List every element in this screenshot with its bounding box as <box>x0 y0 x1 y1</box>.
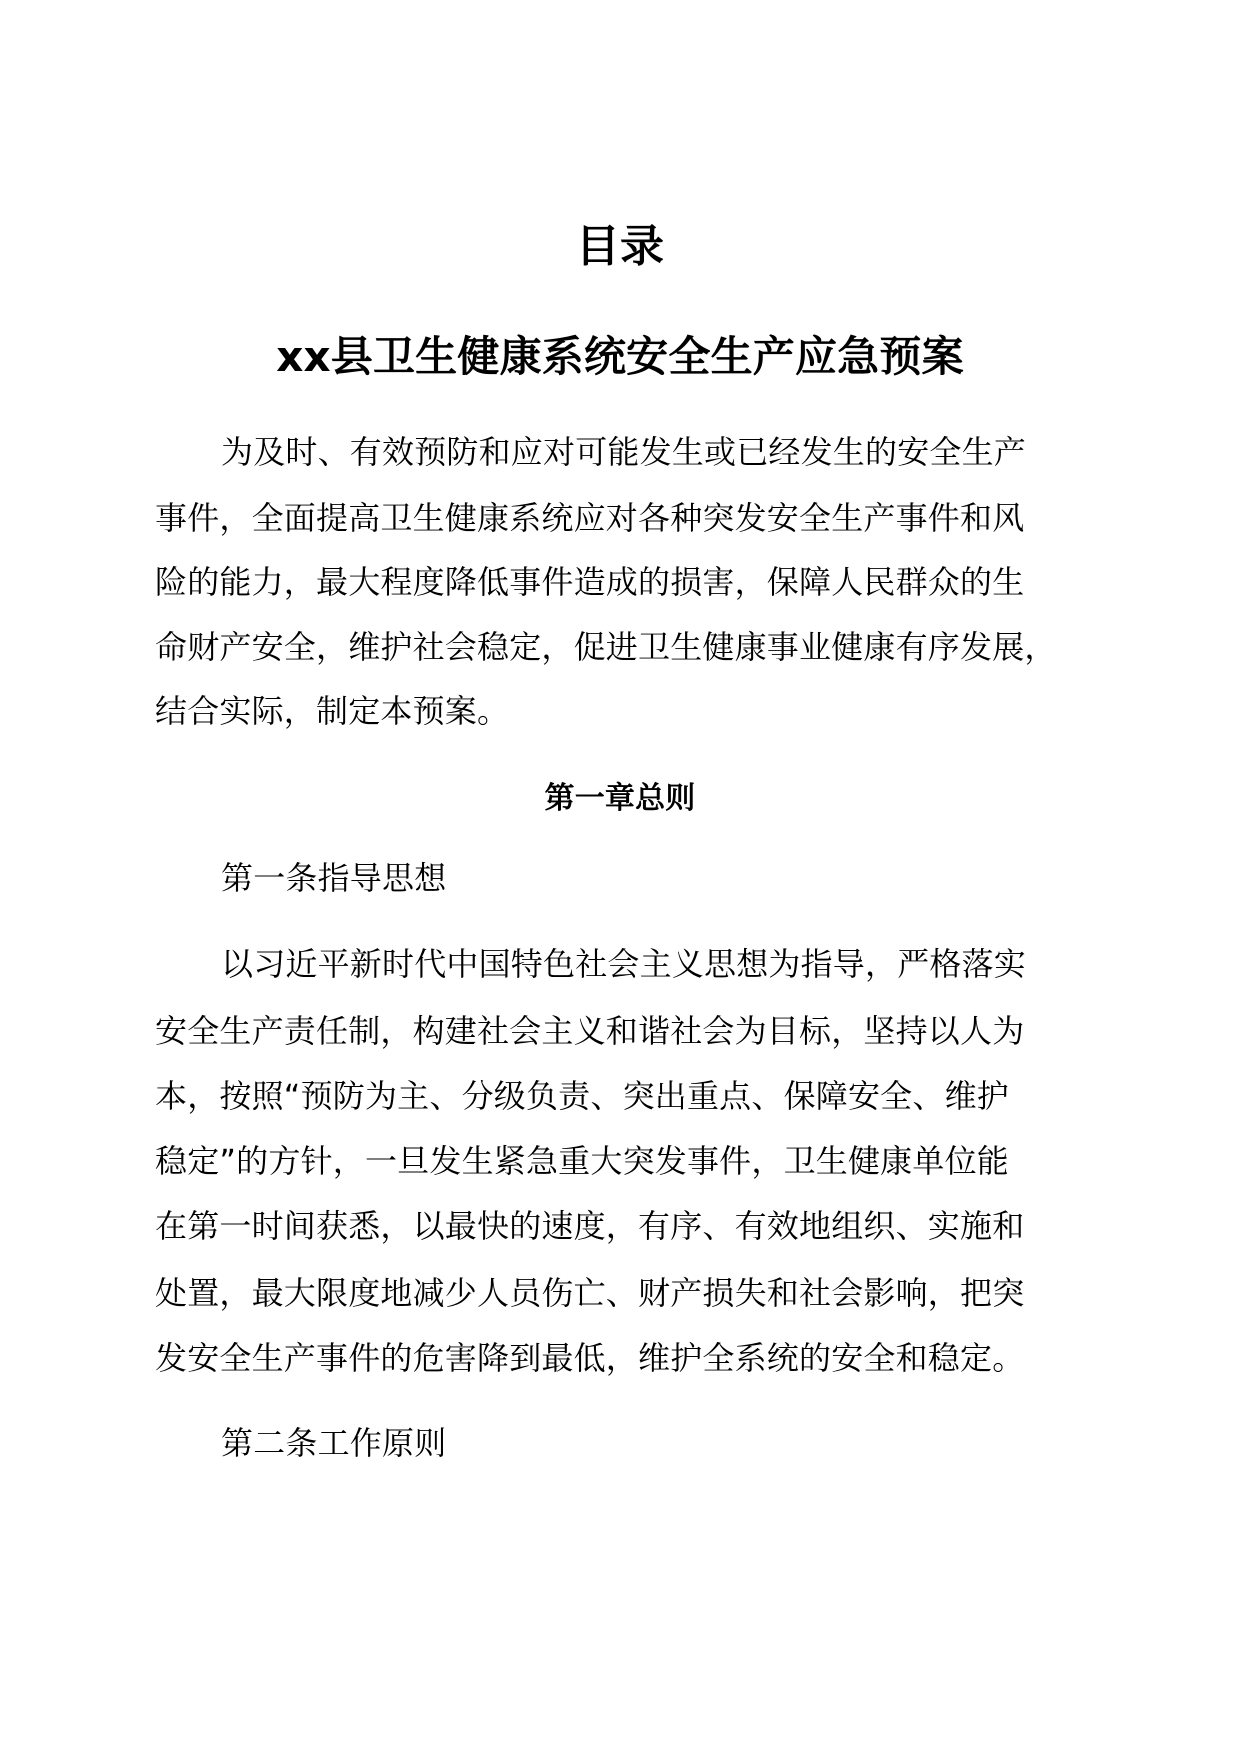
article-heading: 第一条指导思想 <box>221 859 447 897</box>
paragraph-line: 命财产安全，维护社会稳定，促进卫生健康事业健康有序发展， <box>155 628 1057 666</box>
article-heading: 第二条工作原则 <box>221 1424 447 1462</box>
paragraph-line: 事件，全面提高卫生健康系统应对各种突发安全生产事件和风 <box>155 499 1025 537</box>
paragraph-line: 险的能力，最大程度降低事件造成的损害，保障人民群众的生 <box>155 563 1025 601</box>
paragraph-line: 为及时、有效预防和应对可能发生或已经发生的安全生产 <box>221 433 1027 471</box>
paragraph-line: 以习近平新时代中国特色社会主义思想为指导，严格落实 <box>221 945 1027 983</box>
paragraph-line: 本，按照“预防为主、分级负责、突出重点、保障安全、维护 <box>155 1077 1009 1115</box>
paragraph-line: 结合实际，制定本预案。 <box>155 692 510 730</box>
paragraph-line: 发安全生产事件的危害降到最低，维护全系统的安全和稳定。 <box>155 1339 1025 1377</box>
paragraph-line: 稳定”的方针，一旦发生紧急重大突发事件，卫生健康单位能 <box>155 1142 1009 1180</box>
paragraph-line: 安全生产责任制，构建社会主义和谐社会为目标，坚持以人为 <box>155 1012 1025 1050</box>
document-title: xx县卫生健康系统安全生产应急预案 <box>276 332 964 381</box>
chapter-heading: 第一章总则 <box>544 781 696 816</box>
toc-title: 目录 <box>575 221 665 272</box>
paragraph-line: 在第一时间获悉，以最快的速度，有序、有效地组织、实施和 <box>155 1207 1025 1245</box>
paragraph-line: 处置，最大限度地减少人员伤亡、财产损失和社会影响，把突 <box>155 1274 1025 1312</box>
